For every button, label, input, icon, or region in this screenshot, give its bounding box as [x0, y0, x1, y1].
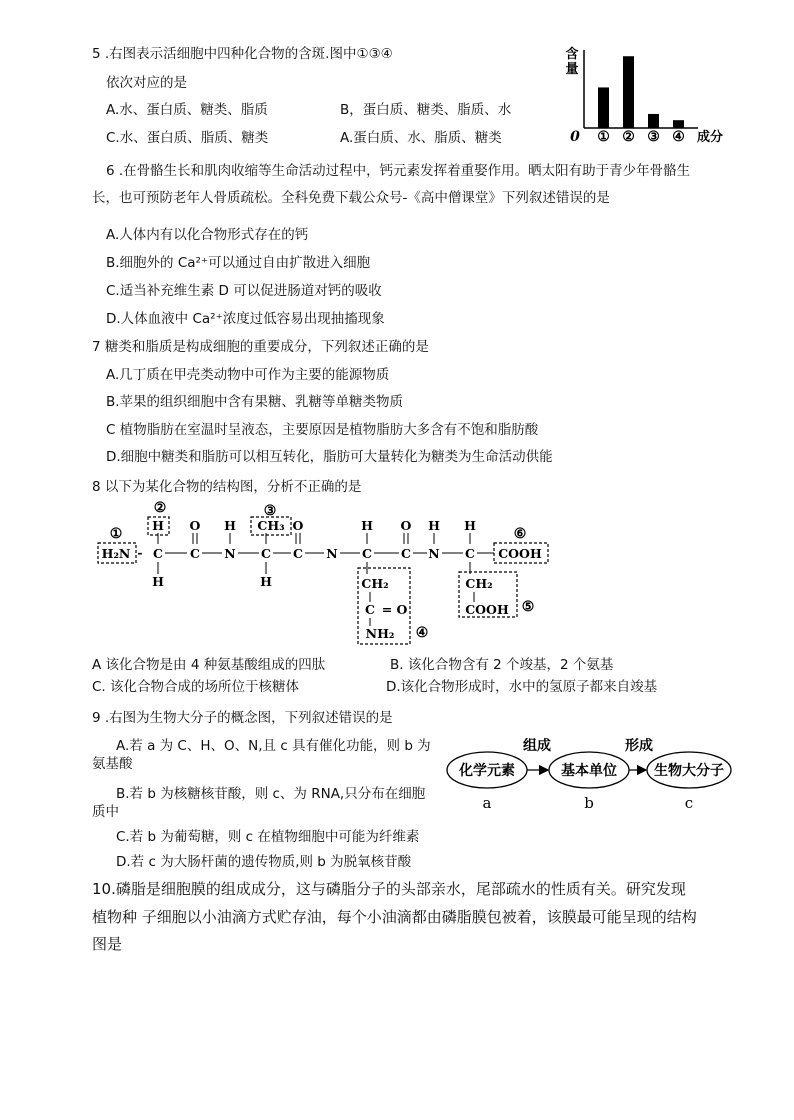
q5-stem-line2: 依次对应的是: [106, 75, 187, 91]
q7-option-d: D.细胞中糖类和脂肪可以相互转化，脂肪可大量转化为糖类为生命活动供能: [106, 449, 553, 465]
chart-ylabel-char-1: 含: [565, 47, 579, 62]
q6-option-c: C.适当补充维生素 D 可以促进肠道对钙的吸收: [106, 283, 382, 299]
group-cooh: COOH: [498, 546, 542, 561]
atom-o: O: [292, 518, 304, 533]
letter-b: b: [584, 794, 594, 812]
q9-option-c: C.若 b 为葡萄糖，则 c 在植物细胞中可能为纤维素: [116, 829, 420, 845]
chart-tick-label-1: ①: [597, 129, 610, 145]
q6-option-b: B.细胞外的 Ca²⁺可以通过自由扩散进入细胞: [106, 255, 371, 271]
q9-option-b-line2: 质中: [92, 804, 119, 820]
q5-stem-line1: 5 .右图表示活细胞中四种化合物的含斑.图中①③④: [92, 46, 393, 62]
atom-h: H: [152, 518, 164, 533]
chart-tick-label-2: ②: [622, 129, 635, 145]
q9-option-a-line1: A.若 a 为 C、H、O、N,且 c 具有催化功能，则 b 为: [116, 738, 431, 754]
atom-h: H: [224, 518, 236, 533]
edge-label-2: 形成: [625, 738, 653, 754]
q7-option-c: C 植物脂肪在室温时呈液态，主要原因是植物脂肪大多含有不饱和脂肪酸: [106, 422, 539, 438]
q8-option-b: B. 该化合物含有 2 个竣基，2 个氨基: [390, 657, 614, 673]
atom-h: H: [152, 574, 164, 589]
group-ch3: CH₃: [257, 518, 285, 533]
q5-option-c: C.水、蛋白质、脂质、糖类: [106, 130, 269, 146]
chart-tick-label-4: ④: [672, 129, 685, 145]
q9-option-b-line1: B.若 b 为核糖核苷酸，则 c、为 RNA,只分布在细胞: [116, 786, 426, 802]
chart-bar-4: [673, 120, 684, 128]
q10-line1: 10.磷脂是细胞膜的组成成分，这与磷脂分子的头部亲水，尾部疏水的性质有关。研究发现: [92, 880, 686, 898]
node-c: 生物大分子: [654, 763, 724, 779]
label-1: ①: [109, 526, 123, 542]
q7-option-a: A.几丁质在甲壳类动物中可作为主要的能源物质: [106, 367, 390, 383]
atom-h: H: [464, 518, 476, 533]
q5-bar-chart: [560, 40, 740, 152]
edge-label-1: 组成: [523, 738, 551, 754]
atom-h: H: [260, 574, 272, 589]
atom-o: O: [396, 602, 408, 617]
atom-n: N: [428, 546, 440, 561]
q8-option-d: D.该化合物形成时，水中的氢原子都来自竣基: [386, 679, 658, 695]
q10-line3: 图是: [92, 935, 123, 953]
atom-c: C: [153, 546, 163, 561]
q9-option-d: D.若 c 为大肠杆菌的遗传物质,则 b 为脱氧核苷酸: [116, 854, 412, 870]
label-4: ④: [415, 625, 429, 641]
atom-c: C: [190, 546, 200, 561]
atom-c: C: [401, 546, 411, 561]
q8-option-c: C. 该化合物合成的场所位于核糖体: [92, 679, 300, 695]
label-3: ③: [263, 503, 277, 519]
letter-a: a: [482, 794, 492, 812]
chart-xlabel: 成分: [696, 130, 724, 145]
q6-stem-line1: 6 .在骨骼生长和肌肉收缩等生命活动过程中，钙元素发挥着重娶作用。晒太阳有助于青少年骨骼生: [106, 163, 691, 179]
q9-stem: 9 .右图为生物大分子的概念图，下列叙述错误的是: [92, 710, 393, 726]
chart-bar-3: [648, 114, 659, 128]
atom-o: O: [189, 518, 201, 533]
q9-concept-diagram: [445, 738, 740, 840]
bond-dash: -: [137, 545, 143, 560]
q5-option-d: A.蛋白质、水、脂质、糖类: [340, 130, 502, 146]
atom-h: H: [361, 518, 373, 533]
q6-stem-line2: 长，也可预防老年人骨质疏松。全科免费下载公众号-《高中僧课堂》下列叙述错误的是: [92, 190, 610, 206]
q5-option-b: B，蛋白质、糖类、脂质、水: [340, 102, 512, 118]
q6-option-a: A.人体内有以化合物形式存在的钙: [106, 227, 309, 243]
atom-c: C: [465, 546, 475, 561]
q8-option-a: A 该化合物是由 4 种氨基酸组成的四肽: [92, 657, 326, 673]
q5-option-a: A.水、蛋白质、糖类、脂质: [106, 102, 268, 118]
q7-option-b: B.苹果的组织细胞中含有果糖、乳糖等单糖类物质: [106, 394, 404, 410]
label-5: ⑤: [521, 599, 535, 615]
q6-option-d: D.人体血液中 Ca²⁺浓度过低容易出现抽搐现象: [106, 311, 385, 327]
q9-option-a-line2: 氨基酸: [92, 756, 133, 772]
node-b: 基本单位: [561, 763, 617, 779]
chart-tick-label-3: ③: [647, 129, 660, 145]
atom-c: C: [293, 546, 303, 561]
chart-ylabel-char-2: 量: [565, 62, 579, 77]
group-ch2: CH₂: [465, 576, 493, 591]
q8-structure-diagram: [90, 500, 560, 648]
label-6: ⑥: [513, 526, 527, 542]
q10-line2: 植物种 子细胞以小油滴方式贮存油，每个小油滴都由磷脂膜包被着，该膜最可能呈现的结构: [92, 908, 697, 926]
atom-o: O: [400, 518, 412, 533]
atom-h: H: [428, 518, 440, 533]
atom-n: N: [224, 546, 236, 561]
label-2: ②: [153, 500, 167, 516]
atom-c: C: [362, 546, 372, 561]
chart-origin-label: 0: [570, 129, 580, 145]
letter-c: c: [684, 794, 694, 812]
q8-stem: 8 以下为某化合物的结构图，分析不正确的是: [92, 479, 362, 495]
group-cooh: COOH: [465, 602, 509, 617]
atom-c: C: [261, 546, 271, 561]
bond-eq: =: [381, 602, 393, 617]
chart-bar-2: [623, 56, 634, 128]
q7-stem: 7 糖类和脂质是构成细胞的重要成分，下列叙述正确的是: [92, 339, 429, 355]
group-ch2: CH₂: [361, 576, 389, 591]
group-nh2: NH₂: [365, 626, 395, 641]
chart-bar-1: [598, 87, 609, 128]
atom-n: N: [326, 546, 338, 561]
atom-c: C: [365, 602, 375, 617]
group-h2n: H₂N: [101, 546, 131, 561]
node-a: 化学元素: [459, 763, 515, 779]
